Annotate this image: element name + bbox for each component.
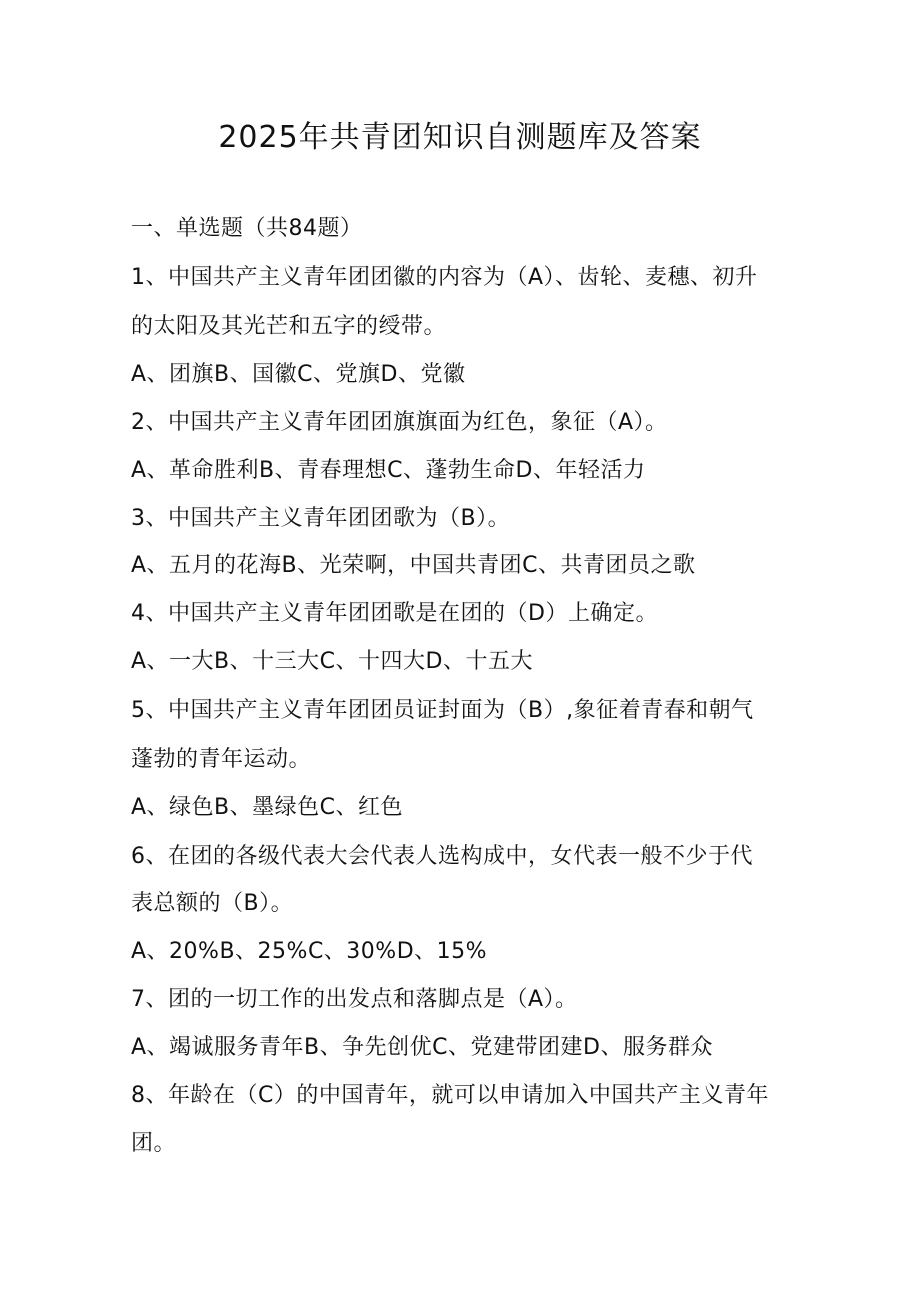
question-3-options: A、五月的花海B、光荣啊，中国共青团C、共青团员之歌: [131, 553, 696, 578]
question-8-line-2: 团。: [131, 1131, 177, 1156]
question-1-line-2: 的太阳及其光芒和五字的绶带。: [131, 314, 447, 339]
page-title: 2025年共青团知识自测题库及答案: [218, 120, 702, 155]
question-2: 2、中国共产主义青年团团旗旗面为红色，象征（A）。: [131, 410, 668, 435]
question-6-options: A、20%B、25%C、30%D、15%: [131, 939, 488, 964]
question-6-line-1: 6、在团的各级代表大会代表人选构成中，女代表一般不少于代: [131, 844, 753, 869]
question-7-options: A、竭诚服务青年B、争先创优C、党建带团建D、服务群众: [131, 1035, 713, 1060]
question-2-options: A、革命胜利B、青春理想C、蓬勃生命D、年轻活力: [131, 458, 646, 483]
question-4: 4、中国共产主义青年团团歌是在团的（D）上确定。: [131, 601, 658, 626]
question-1-line-1: 1、中国共产主义青年团团徽的内容为（A）、齿轮、麦穗、初升: [131, 265, 758, 290]
question-3: 3、中国共产主义青年团团歌为（B）。: [131, 506, 511, 531]
question-1-options: A、团旗B、国徽C、党旗D、党徽: [131, 362, 466, 387]
question-5-options: A、绿色B、墨绿色C、红色: [131, 795, 404, 820]
question-6-line-2: 表总额的（B）。: [131, 891, 294, 916]
question-8-line-1: 8、年龄在（C）的中国青年，就可以申请加入中国共产主义青年: [131, 1083, 769, 1108]
question-7: 7、团的一切工作的出发点和落脚点是（A）。: [131, 987, 578, 1012]
question-5-line-2: 蓬勃的青年运动。: [131, 747, 312, 772]
question-4-options: A、一大B、十三大C、十四大D、十五大: [131, 649, 533, 674]
question-5-line-1: 5、中国共产主义青年团团员证封面为（B）,象征着青春和朝气: [131, 698, 754, 723]
section-heading: 一、单选题（共84题）: [131, 216, 363, 241]
